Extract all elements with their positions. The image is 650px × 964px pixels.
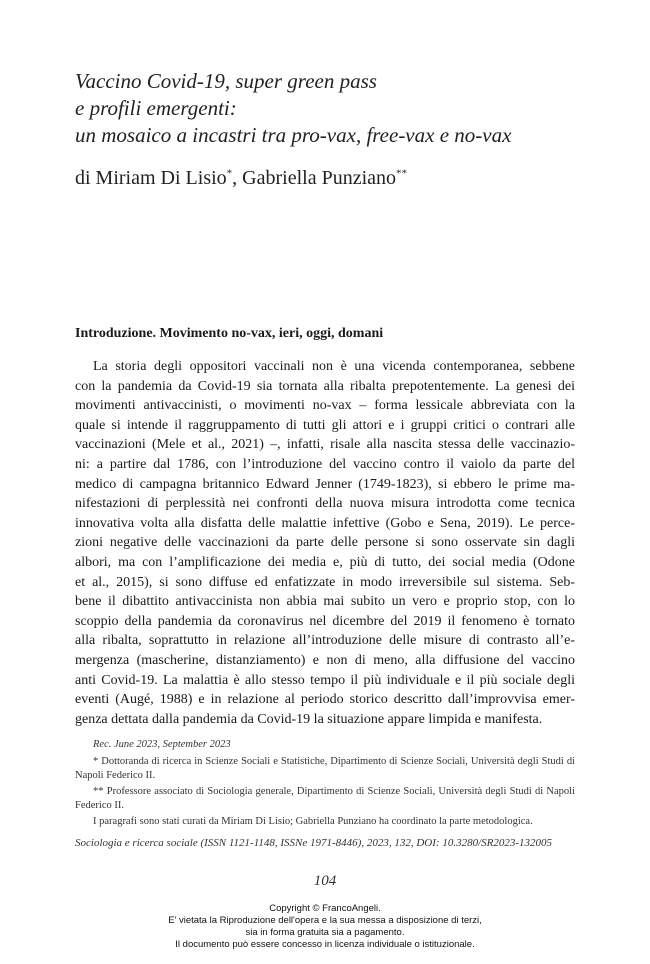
title-line: Vaccino Covid-19, super green pass	[75, 69, 377, 93]
journal-citation: Sociologia e ricerca sociale (ISSN 1121-1148, ISSNe 1971-8446), 2023, 132, DOI: 10.3280/SR2023-132005	[75, 837, 553, 849]
body-line: ni: a partire dal 1786, con l’introduzione del vaccino contro il vaiolo da parte del	[75, 456, 575, 472]
footnote-mark: **	[396, 167, 408, 180]
copyright-notice	[0, 903, 650, 951]
received-date: Rec. June 2023, September 2023	[93, 739, 231, 750]
footnote: * Dottoranda di ricerca in Scienze Sociali e Statistiche, Dipartimento di Scienze Sociali, Università degli Studi di Napoli Federico II.	[75, 756, 575, 781]
body-line: zioni negative delle vaccinazioni da parte delle persone si sono osservate sin dagli	[75, 535, 575, 551]
body-line: bene il dibattito antivaccinista non abbia mai subito un vero e proprio stop, con lo	[75, 594, 575, 610]
footnotes	[75, 738, 575, 831]
copyright-line: Il documento può essere concesso in licenza individuale o istituzionale.	[175, 939, 475, 950]
author-separator: , Gabriella Punziano	[232, 167, 397, 189]
body-line: La storia degli oppositori vaccinali non è una vicenda contemporanea, sebbene	[93, 359, 575, 374]
body-line: quale si intende il raggruppamento di tutti gli attori e i gruppi critici o contrari alle	[75, 417, 575, 433]
author-line	[75, 167, 407, 190]
copyright-line: Copyright © FrancoAngeli.	[269, 903, 381, 914]
body-line: nifestazioni di perplessità nei confronti della nuova misura introdotta come tecnica	[75, 496, 575, 512]
body-line: anti Covid-19. La malattia è allo stesso tempo il più individuale e il più sociale degli	[75, 672, 575, 688]
body-line: vaccinazioni (Mele et al., 2021) –, infatti, risale alla nascita stessa delle vaccinazio-	[75, 437, 575, 453]
body-paragraph	[75, 357, 575, 729]
page-number: 104	[313, 873, 337, 889]
section-heading: Introduzione. Movimento no-vax, ieri, oggi, domani	[75, 326, 384, 341]
body-line: et al., 2015), si sono diffuse ed enfatizzate in modo irreversibile sul sistema. Seb-	[75, 574, 575, 590]
body-line: alla ribalta, soprattutto in relazione all’introduzione delle misure di contrasto all’e-	[75, 633, 575, 649]
article-title	[75, 68, 595, 149]
author-prefix: di Miriam Di Lisio	[75, 167, 227, 189]
body-line: mergenza (mascherine, distanziamento) e non di meno, alla diffusione del vaccino	[75, 652, 575, 668]
body-line: scoppio della pandemia da coronavirus nel dicembre del 2019 il fenomeno è tornato	[75, 613, 575, 629]
body-line: con la pandemia da Covid-19 sia tornata alla ribalta prepotentemente. La genesi dei	[75, 378, 575, 394]
footnote: I paragrafi sono stati curati da Miriam Di Lisio; Gabriella Punziano ha coordinato la parte metodologica.	[93, 816, 533, 827]
body-line: albori, ma con l’amplificazione dei media e, più di tutto, dei social media (Odone	[75, 554, 575, 570]
title-line: e profili emergenti:	[75, 96, 237, 120]
body-line: innovativa volta alla disfatta delle malattie infettive (Gobo e Sena, 2019). Le perce-	[75, 515, 575, 531]
body-line: genza dettata dalla pandemia da Covid-19 la situazione appare limpida e manifesta.	[75, 711, 543, 727]
copyright-line: sia in forma gratuita sia a pagamento.	[245, 927, 405, 938]
title-line: un mosaico a incastri tra pro-vax, free-vax e no-vax	[75, 123, 512, 147]
body-line: eventi (Augé, 1988) e in relazione al periodo storico descritto dall’improvvisa emer-	[75, 692, 575, 708]
body-line: movimenti antivaccinisti, o movimenti no-vax – forma lessicale abbreviata con la	[75, 398, 575, 414]
copyright-line: E' vietata la Riproduzione dell'opera e la sua messa a disposizione di terzi,	[168, 915, 482, 926]
body-line: medico di campagna britannico Edward Jenner (1749-1823), si ebbero le prime ma-	[75, 476, 575, 492]
footnote-mark: *	[226, 167, 233, 180]
footnote: ** Professore associato di Sociologia generale, Dipartimento di Scienze Sociali, Università degli Studi di Napoli Federico II.	[75, 786, 575, 811]
